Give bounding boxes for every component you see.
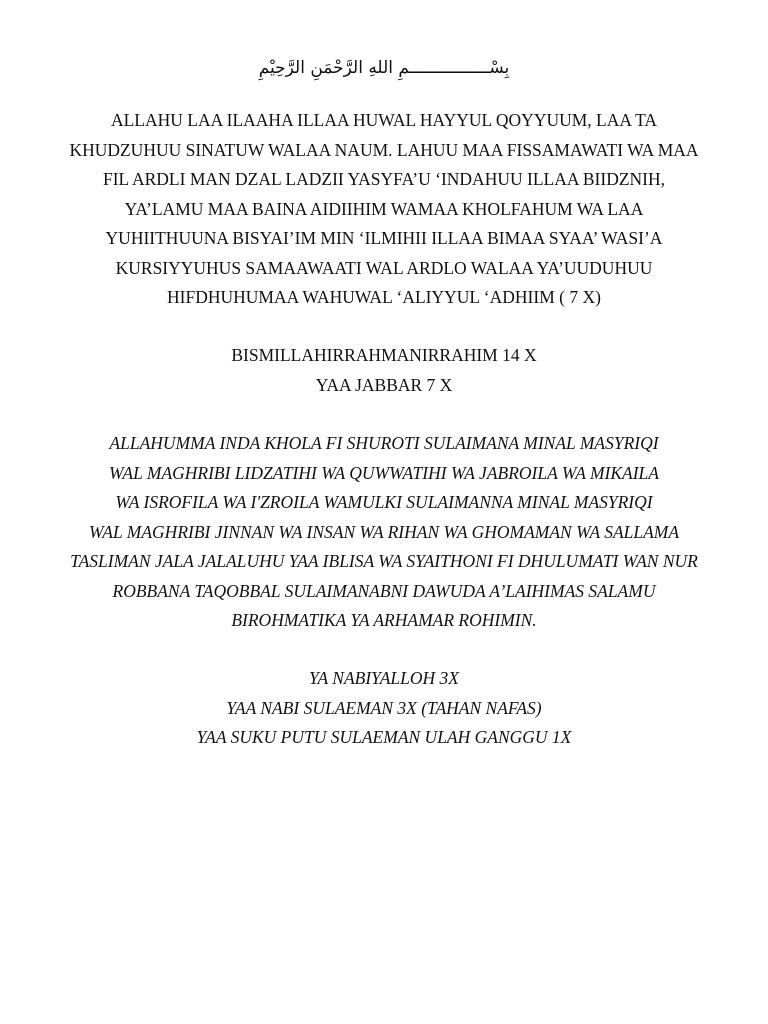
text-line: KURSIYYUHUS SAMAAWAATI WAL ARDLO WALAA YA’UUDUHUU [115, 257, 653, 278]
text-line: ALLAHU LAA ILAAHA ILLAA HUWAL HAYYUL QOYYUUM, LAA TA [110, 110, 658, 130]
text-line: HIFDHUHUMAA WAHUWAL ‘ALIYYUL ‘ADHIIM ( 7 X) [167, 287, 601, 307]
doa-block [0, 429, 768, 636]
text-line: YAA JABBAR 7 X [315, 374, 453, 395]
text-line: KHUDZUHUU SINATUW WALAA NAUM. LAHUU MAA FISSAMAWATI WA MAA [69, 139, 699, 160]
text-line: WAL MAGHRIBI JINNAN WA INSAN WA RIHAN WA GHOMAMAN WA SALLAMA [88, 521, 680, 542]
text-line: YA NABIYALLOH 3X [309, 668, 459, 688]
text-line: YUHIITHUUNA BISYAI’IM MIN ‘ILMIHII ILLAA BIMAA SYAA’ WASI’A [105, 228, 663, 248]
basmala-heading: بِسْــــــــــــــــمِ اللهِ الرَّحْمَنِ الرَّحِيْمِ [258, 58, 510, 78]
ayat-kursi-block [0, 106, 768, 313]
text-line: FIL ARDLI MAN DZAL LADZII YASYFA’U ‘INDAHUU ILLAA BIIDZNIH, [102, 169, 666, 189]
text-line: WA ISROFILA WA I'ZROILA WAMULKI SULAIMANNA MINAL MASYRIQI [115, 492, 653, 512]
text-line: BISMILLAHIRRAHMANIRRAHIM 14 X [231, 345, 537, 365]
dzikir-block [0, 341, 768, 400]
text-line: YA’LAMU MAA BAINA AIDIIHIM WAMAA KHOLFAHUM WA LAA [124, 198, 644, 219]
text-line: YAA SUKU PUTU SULAEMAN ULAH GANGGU 1X [196, 727, 572, 747]
seruan-block [0, 664, 768, 753]
text-line: TASLIMAN JALA JALALUHU YAA IBLISA WA SYAITHONI FI DHULUMATI WAN NUR [70, 551, 698, 571]
text-line: BIROHMATIKA YA ARHAMAR ROHIMIN. [231, 610, 537, 630]
text-line: ROBBANA TAQOBBAL SULAIMANABNI DAWUDA A’LAIHIMAS SALAMU [112, 580, 656, 601]
text-line: YAA NABI SULAEMAN 3X (TAHAN NAFAS) [226, 697, 542, 718]
text-line: WAL MAGHRIBI LIDZATIHI WA QUWWATIHI WA JABROILA WA MIKAILA [109, 462, 659, 483]
text-line: ALLAHUMMA INDA KHOLA FI SHUROTI SULAIMANA MINAL MASYRIQI [109, 433, 659, 453]
